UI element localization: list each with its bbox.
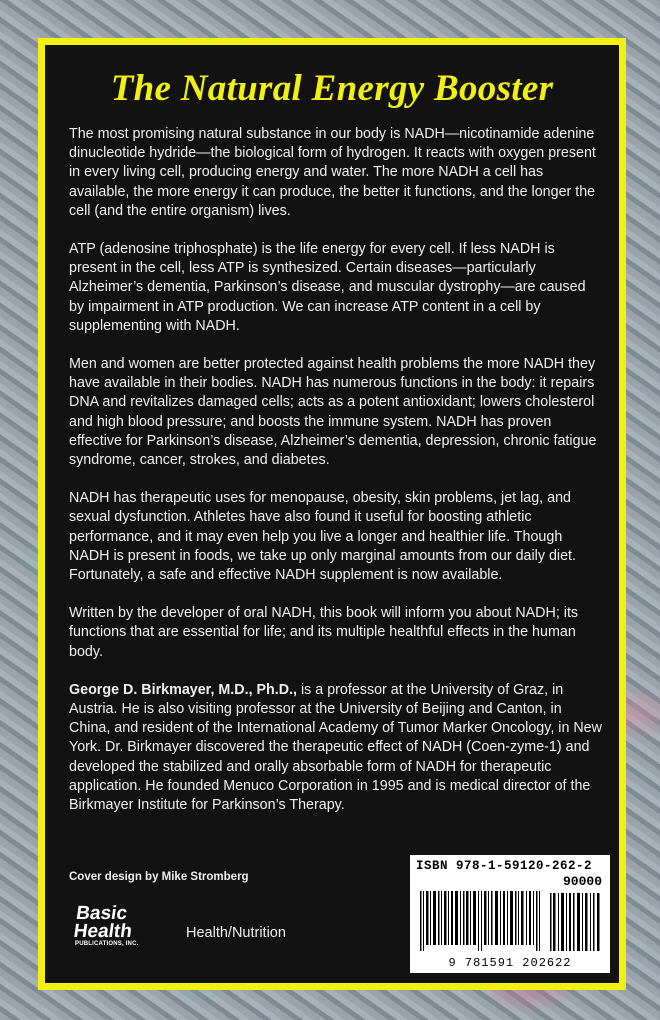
price-barcode-bars bbox=[548, 893, 602, 951]
cover-design-credit: Cover design by Mike Stromberg bbox=[69, 871, 249, 883]
blurb-text bbox=[69, 125, 603, 834]
price-code: 90000 bbox=[562, 874, 602, 889]
paragraph: NADH has therapeutic uses for menopause, obesity, skin problems, jet lag, and sexual dysfunction. Athletes have also found it useful for boosting athletic performance, and it may even help you live a longer and healthier life. Though NADH is present in foods, we take up only marginal amounts from our daily diet. Fortunately, a safe and effective NADH supplement is now available. bbox=[69, 490, 576, 584]
isbn-text: ISBN 978-1-59120-262-2 bbox=[416, 859, 593, 873]
barcode bbox=[410, 855, 610, 973]
barcode-digits: 9 781591 202622 bbox=[448, 956, 572, 970]
paragraph: The most promising natural substance in our body is NADH—nicotinamide adenine dinucleotide hydride—the biological form of hydrogen. It reacts with oxygen present in every living cell, producing energy and water. The more NADH a cell has available, the more energy it can produce, the better it functions, and the longer the cell (and the entire organism) lives. bbox=[69, 126, 596, 219]
author-name: George D. Birkmayer, M.D., Ph.D., bbox=[69, 681, 298, 698]
paragraph: Written by the developer of oral NADH, this book will inform you about NADH; its functions that are essential for life; and its multiple healthful effects in the human body. bbox=[69, 605, 579, 660]
back-cover-panel bbox=[38, 38, 626, 990]
paragraph: Men and women are better protected against health problems the more NADH they have available in their bodies. NADH has numerous functions in the body: it repairs DNA and revitalizes damaged cells; acts as a potent antioxidant; lowers cholesterol and high blood pressure; and boosts the immune system. NADH has proven effective for Parkinson’s disease, Alzheimer’s dementia, depression, chronic fatigue syndrome, cancer, strokes, and diabetes. bbox=[69, 356, 597, 469]
publisher-logo-text: Basic Health bbox=[72, 903, 134, 942]
cover-title: The Natural Energy Booster bbox=[110, 68, 554, 109]
paragraph: ATP (adenosine triphosphate) is the life energy for every cell. If less NADH is present in the cell, less ATP is synthesized. Certain diseases—particularly Alzheimer’s dementia, Parkinson’s disease, and muscular dystrophy—are caused by impairment in ATP production. We can increase ATP content in a cell by supplementing with NADH. bbox=[69, 241, 586, 334]
publisher-logo bbox=[72, 903, 159, 961]
category-label: Health/Nutrition bbox=[186, 925, 286, 941]
publisher-logo-subtext: PUBLICATIONS, INC. bbox=[75, 941, 139, 947]
author-bio bbox=[69, 681, 603, 815]
author-bio-text: is a professor at the University of Graz, in Austria. He is also visiting professor at the University of Beijing and Canton, in China, and resident of the International Academy of Tumor Marker Oncology, in New York. Dr. Birkmayer discovered the therapeutic effect of NADH (Coen-zyme-1) and developed the stabilized and orally absorbable form of NADH for therapeutic application. He founded Menuco Corporation in 1995 and is medical director of the Birkmayer Institute for Parkinson’s Therapy. bbox=[69, 681, 602, 814]
